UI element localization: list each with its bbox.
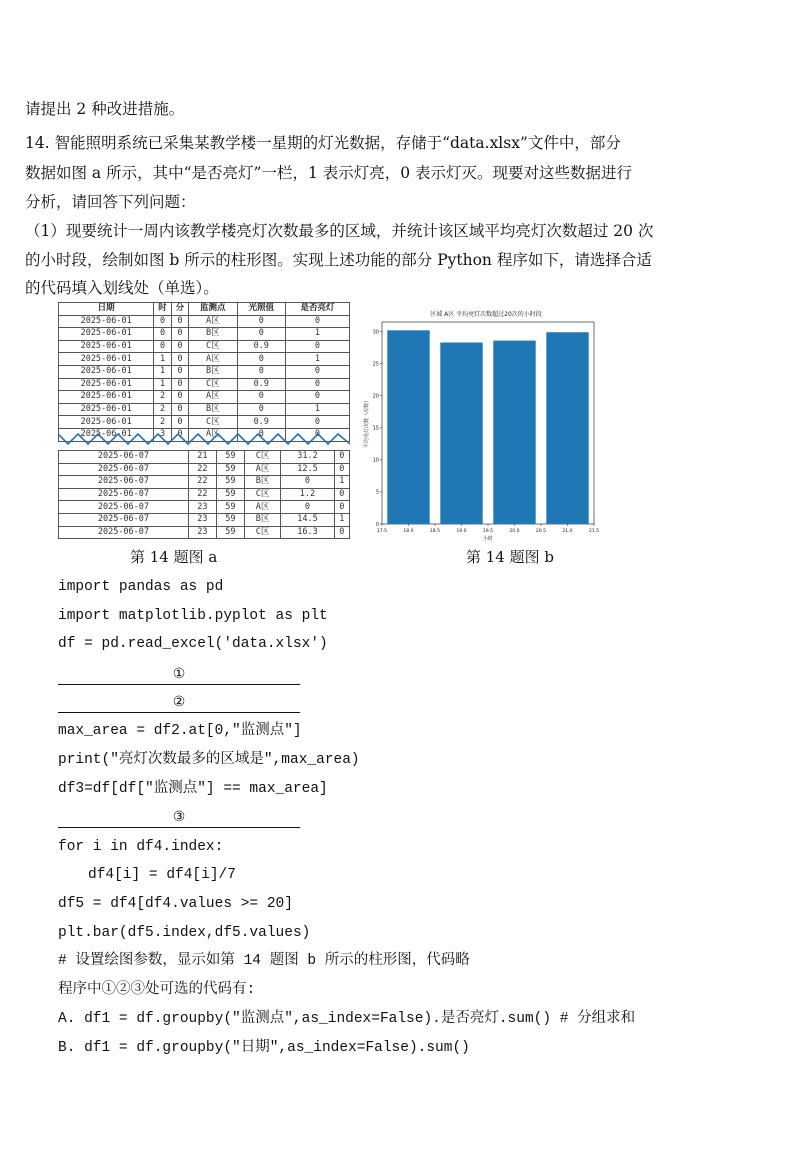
table-header-cell: 分 xyxy=(171,303,188,316)
table-cell: 0 xyxy=(334,526,349,539)
table-cell: 0 xyxy=(285,378,349,391)
table-cell: B区 xyxy=(244,513,280,526)
table-cell: 0 xyxy=(237,328,285,341)
table-cell: 0 xyxy=(237,403,285,416)
table-cell: 0 xyxy=(171,340,188,353)
x-tick-label: 20.5 xyxy=(535,529,547,534)
table-cell: 0 xyxy=(281,476,334,489)
table-row xyxy=(59,416,350,429)
table-cell: 0 xyxy=(237,315,285,328)
table-cell: 2025-06-07 xyxy=(59,476,189,489)
table-row xyxy=(59,463,350,476)
table-header-cell: 光照值 xyxy=(237,303,285,316)
x-axis-label: 小时 xyxy=(482,536,494,542)
table-row xyxy=(59,488,350,501)
table-cell: C区 xyxy=(244,488,280,501)
table-cell: 0 xyxy=(334,501,349,514)
table-cell: A区 xyxy=(189,353,237,366)
table-row xyxy=(59,391,350,404)
table-cell: 59 xyxy=(216,463,244,476)
table-cell: 2 xyxy=(154,391,171,404)
text-line: 分析，请回答下列问题： xyxy=(25,193,196,211)
text-line: 的小时段，绘制如图 b 所示的柱形图。实现上述功能的部分 Python 程序如下，请选择合适 xyxy=(25,251,652,269)
question-14-intro: 14. 智能照明系统已采集某教学楼一星期的灯光数据，存储于“data.xlsx”文件中，部分 xyxy=(25,134,621,152)
data-table-top xyxy=(58,302,350,442)
table-cell: 0 xyxy=(171,353,188,366)
table-cell: B区 xyxy=(189,403,237,416)
table-cell: 1.2 xyxy=(281,488,334,501)
table-cell: 1 xyxy=(285,328,349,341)
figure-a-data-table xyxy=(58,302,350,538)
x-tick-label: 18.0 xyxy=(403,529,414,534)
table-cell: 2025-06-01 xyxy=(59,315,154,328)
table-cell: 0 xyxy=(237,391,285,404)
table-cell: 0 xyxy=(285,365,349,378)
code-line: df4[i] = df4[i]/7 xyxy=(88,867,236,883)
table-cell: 0 xyxy=(171,378,188,391)
table-cell: 21 xyxy=(188,451,216,464)
table-cell: 0 xyxy=(237,353,285,366)
table-cell: 2025-06-07 xyxy=(59,451,189,464)
table-cell: 2025-06-01 xyxy=(59,340,154,353)
y-axis-label: 平均亮灯次数（次数） xyxy=(364,397,370,449)
code-line: import matplotlib.pyplot as plt xyxy=(58,608,328,624)
table-cell: A区 xyxy=(189,391,237,404)
y-tick-label: 10 xyxy=(372,457,379,464)
x-tick-label: 20.0 xyxy=(509,529,520,534)
bar-21 xyxy=(546,332,588,524)
table-cell: C区 xyxy=(189,416,237,429)
y-tick-label: 15 xyxy=(372,425,379,432)
code-line: import pandas as pd xyxy=(58,579,224,595)
table-cell: B区 xyxy=(244,476,280,489)
table-cell: 23 xyxy=(188,526,216,539)
table-cell: 0 xyxy=(281,501,334,514)
table-cell: 0 xyxy=(171,328,188,341)
table-row xyxy=(59,501,350,514)
bar-18 xyxy=(387,330,429,524)
table-row xyxy=(59,353,350,366)
x-tick-label: 19.5 xyxy=(482,529,494,534)
table-row xyxy=(59,403,350,416)
x-tick-label: 19.0 xyxy=(456,529,467,534)
table-cell: 2025-06-01 xyxy=(59,353,154,366)
table-cell: C区 xyxy=(189,340,237,353)
table-cell: 0 xyxy=(171,428,188,441)
table-cell: 14.5 xyxy=(281,513,334,526)
table-cell: C区 xyxy=(244,526,280,539)
table-cell: 0 xyxy=(154,328,171,341)
table-cell: 0.9 xyxy=(237,378,285,391)
table-cell: 59 xyxy=(216,476,244,489)
table-cell: 0 xyxy=(285,416,349,429)
table-header-cell: 时 xyxy=(154,303,171,316)
table-row xyxy=(59,315,350,328)
table-cell: 3 xyxy=(154,428,171,441)
table-row xyxy=(59,513,350,526)
table-cell: 12.5 xyxy=(281,463,334,476)
table-row xyxy=(59,340,350,353)
table-cell: 2025-06-01 xyxy=(59,378,154,391)
table-row xyxy=(59,378,350,391)
table-cell: 2025-06-07 xyxy=(59,513,189,526)
code-comment: # 设置绘图参数，显示如第 14 题图 b 所示的柱形图，代码略 xyxy=(58,953,470,969)
table-cell: 1 xyxy=(154,365,171,378)
table-cell: 2025-06-07 xyxy=(59,501,189,514)
table-cell: 22 xyxy=(188,476,216,489)
table-cell: B区 xyxy=(189,328,237,341)
table-cell: 59 xyxy=(216,526,244,539)
code-line: max_area = df2.at[0,"监测点"] xyxy=(58,723,302,739)
y-tick-label: 5 xyxy=(375,489,379,496)
table-cell: 0 xyxy=(171,416,188,429)
table-cell: 2 xyxy=(154,403,171,416)
table-cell: A区 xyxy=(189,315,237,328)
x-tick-label: 18.5 xyxy=(429,529,441,534)
table-cell: 0 xyxy=(334,463,349,476)
table-header-cell: 日期 xyxy=(59,303,154,316)
table-cell: 0 xyxy=(334,488,349,501)
figure-b-bar-chart xyxy=(362,306,600,542)
table-cell: C区 xyxy=(189,378,237,391)
code-line: df3=df[df["监测点"] == max_area] xyxy=(58,781,328,797)
table-cell: 0.9 xyxy=(237,340,285,353)
x-tick-label: 21.0 xyxy=(562,529,573,534)
sub-question-1: （1）现要统计一周内该教学楼亮灯次数最多的区域，并统计该区域平均亮灯次数超过 20 次 xyxy=(25,222,654,240)
table-cell: 2025-06-01 xyxy=(59,391,154,404)
x-tick-label: 21.5 xyxy=(588,529,600,534)
table-cell: 1 xyxy=(285,353,349,366)
code-line: print("亮灯次数最多的区域是",max_area) xyxy=(58,752,360,768)
table-cell: 0 xyxy=(171,403,188,416)
table-header-cell: 监测点 xyxy=(189,303,237,316)
table-cell: 23 xyxy=(188,501,216,514)
table-cell: 0 xyxy=(237,428,285,441)
table-cell: 22 xyxy=(188,488,216,501)
bar-19 xyxy=(440,343,482,524)
table-cell: 59 xyxy=(216,451,244,464)
table-break-wave xyxy=(58,428,350,450)
table-cell: 2025-06-01 xyxy=(59,428,154,441)
option-b: B. df1 = df.groupby("日期",as_index=False).sum() xyxy=(58,1040,470,1056)
table-cell: 0 xyxy=(285,428,349,441)
table-cell: 1 xyxy=(285,403,349,416)
table-row xyxy=(59,451,350,464)
table-cell: 0 xyxy=(285,340,349,353)
text-line: 的代码填入划线处（单选）。 xyxy=(25,279,219,297)
table-cell: 0 xyxy=(334,451,349,464)
table-cell: 2025-06-07 xyxy=(59,526,189,539)
bar-20 xyxy=(493,341,535,524)
answer-blank-2[interactable]: ② xyxy=(58,692,300,713)
table-row xyxy=(59,328,350,341)
table-cell: 2025-06-01 xyxy=(59,403,154,416)
table-cell: C区 xyxy=(244,451,280,464)
text-line: 数据如图 a 所示，其中“是否亮灯”一栏，1 表示灯亮，0 表示灯灭。现要对这些数据进行 xyxy=(25,164,633,182)
table-cell: 1 xyxy=(334,513,349,526)
table-cell: 59 xyxy=(216,501,244,514)
table-cell: 59 xyxy=(216,513,244,526)
table-cell: 2 xyxy=(154,416,171,429)
table-cell: 2025-06-07 xyxy=(59,463,189,476)
table-row xyxy=(59,526,350,539)
y-tick-label: 25 xyxy=(372,361,379,368)
option-a: A. df1 = df.groupby("监测点",as_index=False).是否亮灯.sum() # 分组求和 xyxy=(58,1011,636,1027)
data-table-bottom xyxy=(58,450,350,539)
code-line: df = pd.read_excel('data.xlsx') xyxy=(58,636,328,652)
caption-figure-a: 第 14 题图 a xyxy=(130,548,218,566)
table-cell: 31.2 xyxy=(281,451,334,464)
x-tick-label: 17.5 xyxy=(376,529,388,534)
table-cell: A区 xyxy=(189,428,237,441)
table-cell: 0 xyxy=(154,315,171,328)
y-tick-label: 0 xyxy=(375,521,379,528)
table-row xyxy=(59,476,350,489)
table-row xyxy=(59,365,350,378)
table-header-cell: 是否亮灯 xyxy=(285,303,349,316)
table-cell: 2025-06-01 xyxy=(59,365,154,378)
code-line: df5 = df4[df4.values >= 20] xyxy=(58,896,293,912)
table-cell: 23 xyxy=(188,513,216,526)
table-cell: B区 xyxy=(189,365,237,378)
table-cell: 0 xyxy=(285,315,349,328)
table-cell: 1 xyxy=(154,378,171,391)
code-line: for i in df4.index: xyxy=(58,839,224,855)
table-cell: 22 xyxy=(188,463,216,476)
table-cell: 0.9 xyxy=(237,416,285,429)
table-cell: A区 xyxy=(244,463,280,476)
table-cell: 16.3 xyxy=(281,526,334,539)
table-cell: 0 xyxy=(154,340,171,353)
text-line: 请提出 2 种改进措施。 xyxy=(25,100,185,118)
table-cell: 0 xyxy=(171,365,188,378)
table-cell: A区 xyxy=(244,501,280,514)
table-cell: 59 xyxy=(216,488,244,501)
table-cell: 1 xyxy=(334,476,349,489)
y-tick-label: 20 xyxy=(372,393,379,400)
chart-title: 区域 A区 平均亮灯次数超过20次的小时段 xyxy=(430,311,542,318)
table-cell: 2025-06-01 xyxy=(59,328,154,341)
table-cell: 2025-06-07 xyxy=(59,488,189,501)
table-cell: 1 xyxy=(154,353,171,366)
table-cell: 0 xyxy=(171,391,188,404)
options-intro: 程序中①②③处可选的代码有: xyxy=(58,982,256,998)
table-cell: 2025-06-01 xyxy=(59,416,154,429)
table-cell: 0 xyxy=(285,391,349,404)
answer-blank-3[interactable]: ③ xyxy=(58,807,300,828)
answer-blank-1[interactable]: ① xyxy=(58,664,300,685)
table-cell: 0 xyxy=(237,365,285,378)
table-cell: 0 xyxy=(171,315,188,328)
code-line: plt.bar(df5.index,df5.values) xyxy=(58,925,311,941)
y-tick-label: 30 xyxy=(372,329,379,336)
caption-figure-b: 第 14 题图 b xyxy=(466,548,554,566)
